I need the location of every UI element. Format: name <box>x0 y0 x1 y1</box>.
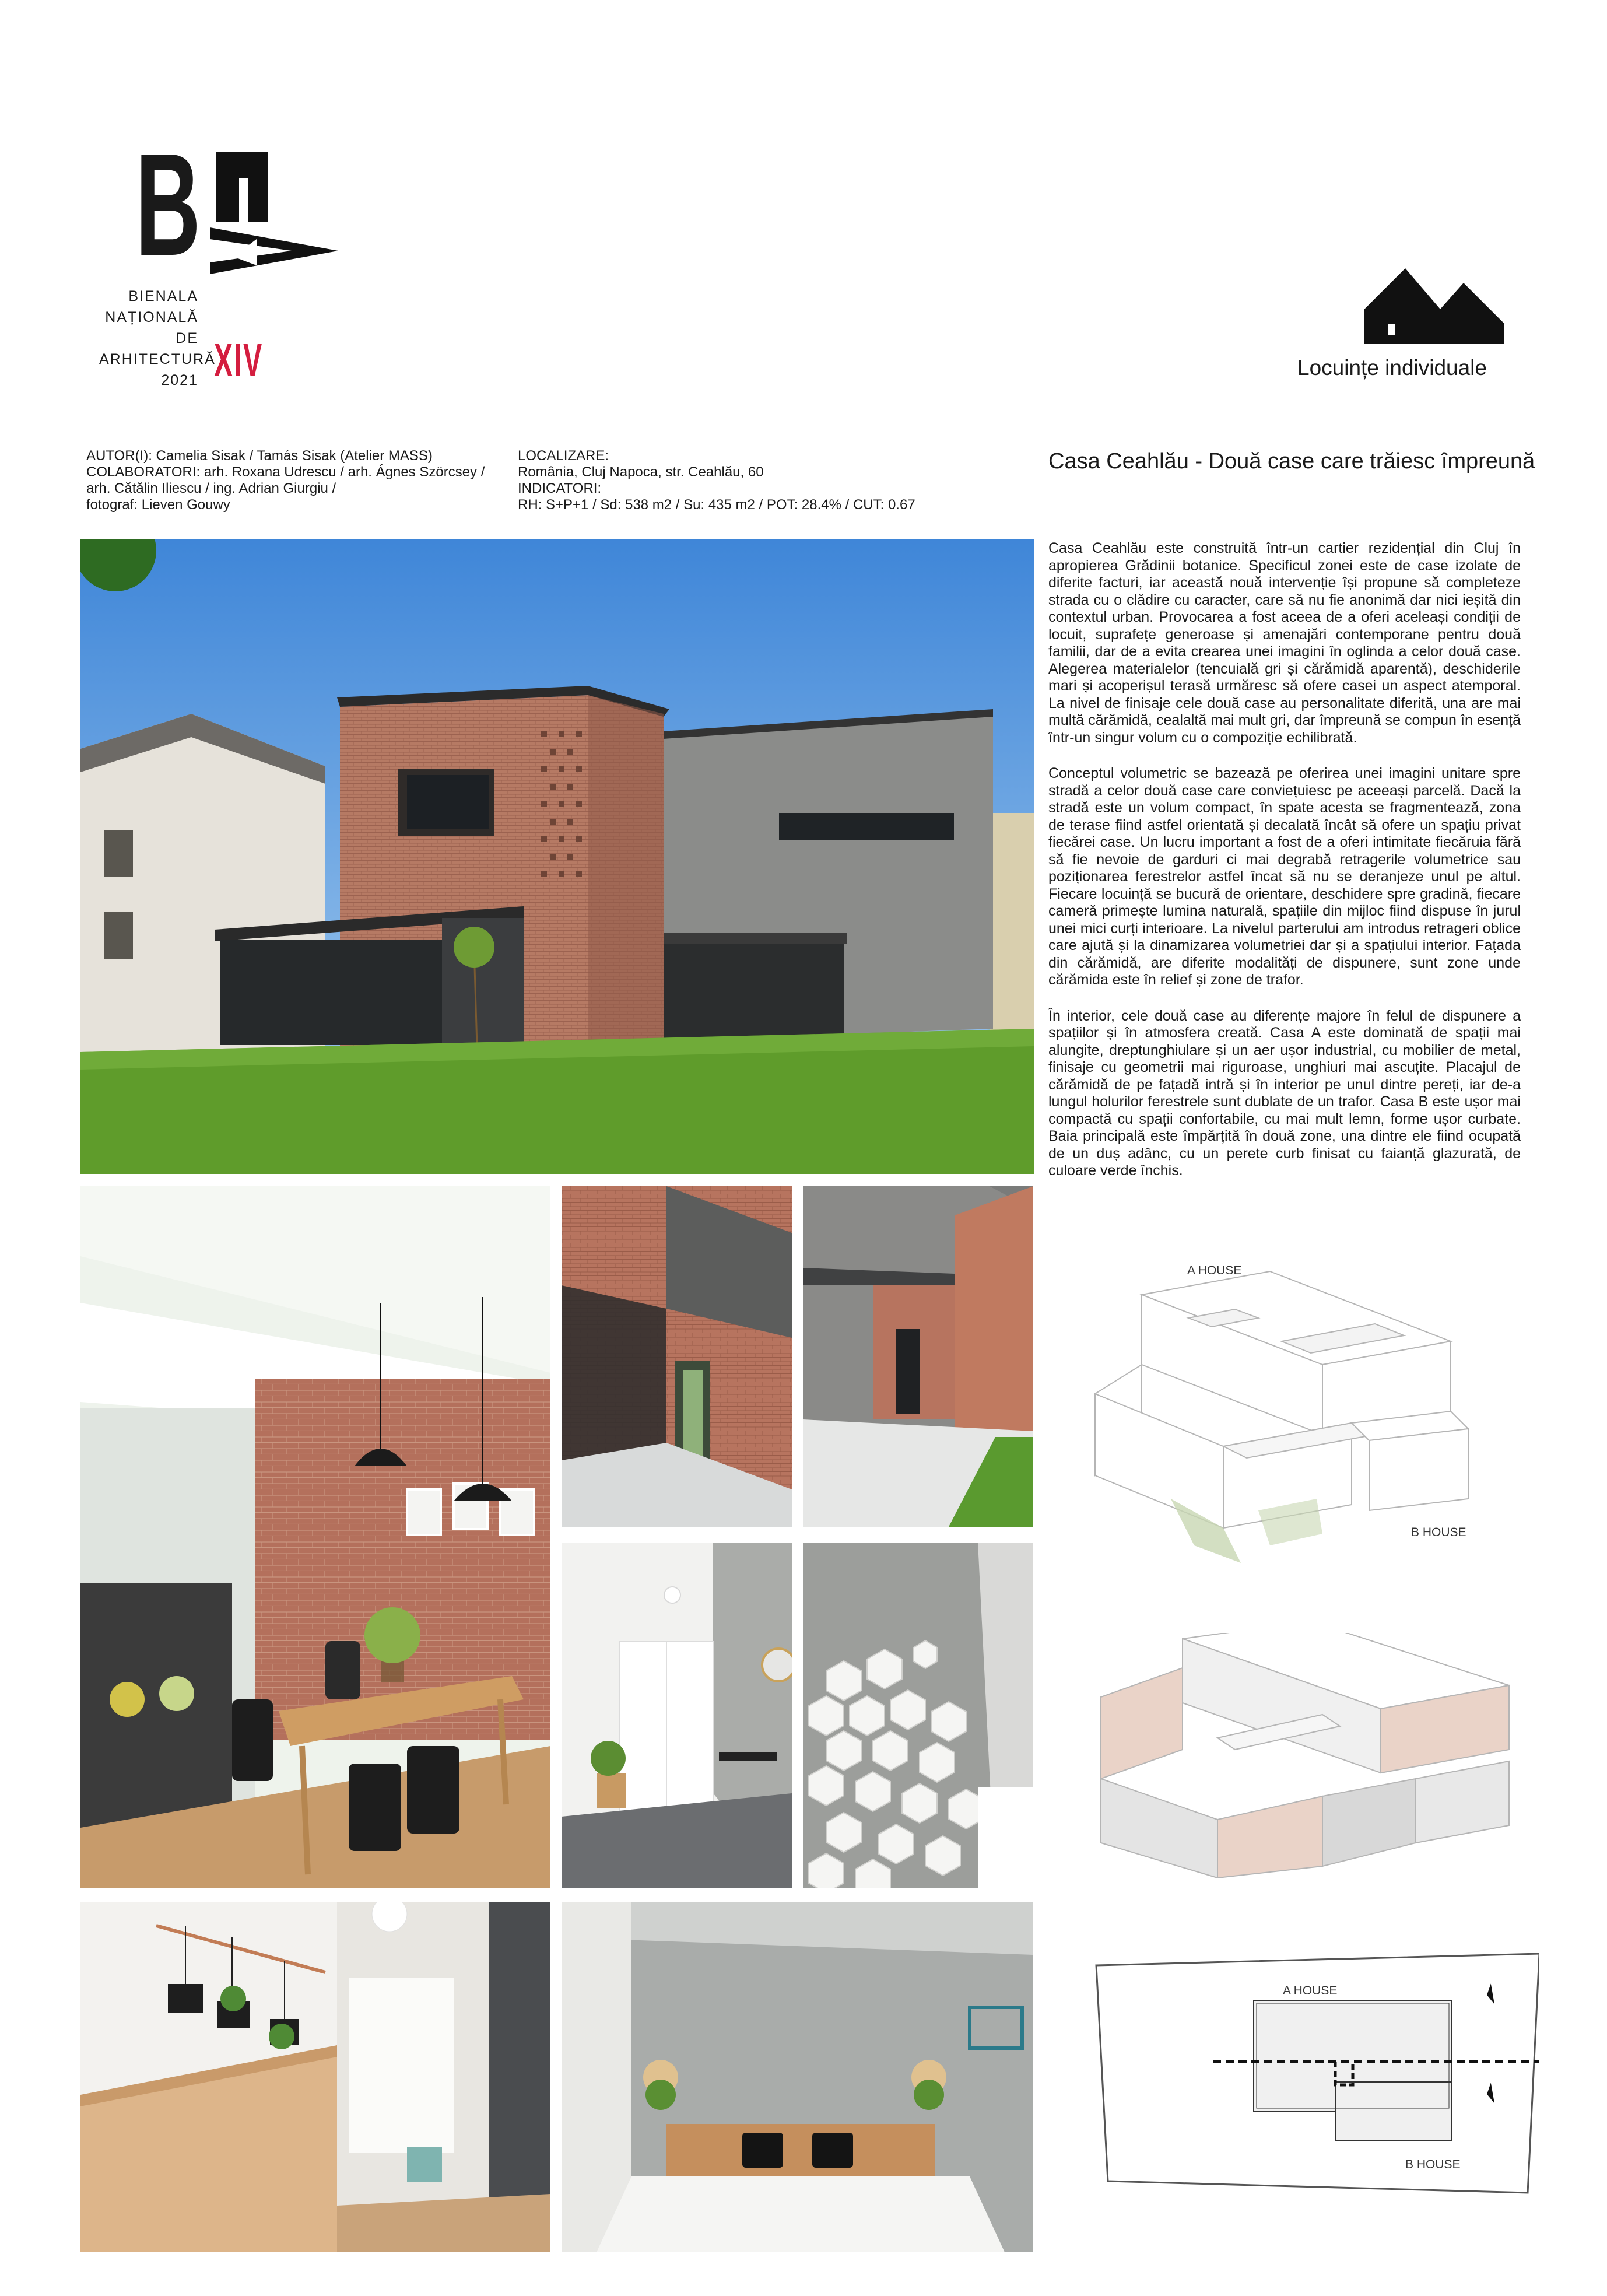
logo-line-3: DE <box>176 330 198 346</box>
photo-dining-room <box>80 1186 550 1888</box>
indicators-heading: INDICATORI: <box>518 481 602 496</box>
location-heading: LOCALIZARE: <box>518 448 609 464</box>
logo-letter-b: B <box>135 123 199 286</box>
photo-bedroom <box>562 1902 1033 2252</box>
site-plan-diagram <box>1085 1948 1539 2199</box>
plan-label-a-house: A HOUSE <box>1283 1984 1338 1997</box>
category-label: Locuințe individuale <box>1297 356 1487 380</box>
photo-hexagon-tiles <box>803 1543 1033 1888</box>
project-title: Casa Ceahlău - Două case care trăiesc împreună <box>1048 449 1535 474</box>
logo-line-5: 2021 <box>161 372 198 388</box>
logo-line-2: NAȚIONALĂ <box>105 309 198 325</box>
axo-label-a-house: A HOUSE <box>1187 1264 1242 1277</box>
indicators-value: RH: S+P+1 / Sd: 538 m2 / Su: 435 m2 / POT: 28.4% / CUT: 0.67 <box>518 497 915 513</box>
credits-collaborators: COLABORATORI: arh. Roxana Udrescu / arh. Ágnes Szörcsey / <box>86 464 485 480</box>
photo-hallway <box>562 1543 792 1888</box>
houses-silhouette-icon <box>1364 268 1504 344</box>
description-paragraph-2: Conceptul volumetric se bazează pe oferirea unei imagini unitare spre stradă a celor două case care conviețuiesc pe aceeași parcelă. Dacă la stradă este un volum compact, în spate acesta se fragmentează, zona de terase fiind astfel orientată și decalată încât să ofere un spațiu privat fiecărei case. Un lucru important a fost de a oferi intimitate fiecăruia fără să fie nevoie de garduri ci mai degrabă retragerile volumetrice sau poziționarea ferestrelor astfel încat să nu se deranjeze unul pe altul. Fiecare locuință se bucură de orientare, deschidere spre gradină, fiecare cameră primește lumina naturală, spațiile din mijloc fiind dispuse în jurul unei mici curți interioare. La nivelul parterului am introdus retrageri oblice care ajută și la dinamizarea volumetriei dar și a spațiului interior. Fațada din cărămidă, are diferite modalități de dispunere, sunt zone unde cărămida este în relief și zone de trafor. <box>1048 765 1521 988</box>
logo-text-block <box>99 286 216 391</box>
logo-line-4: ARHITECTURĂ <box>99 351 216 367</box>
location-block <box>518 448 915 513</box>
credits-block <box>86 448 485 513</box>
axonometric-diagram-houses <box>1048 1254 1532 1580</box>
photo-entrance <box>803 1186 1033 1527</box>
description-paragraph-3: În interior, cele două case au diferențe majore în felul de dispunere a spațiilor și în atmosfera creată. Casa A este dominată de spații mai alungite, dreptunghiulare și un aer ușor industrial, cu mobilier de metal, finisaje cu geometrii mai riguroase, unghiuri mai ascuțite. Placajul de cărămidă de pe fațadă intră și în interior pe unul dintre pereți, iar de-a lungul holurilor ferestrele sunt dublate de un trafor. Casa B este ușor mai compactă cu spații confortabile, cu mai mult lemn, forme ușor curbate. Baia principală este împărțită în două zone, una dintre ele fiind ocupată de un duș adânc, cu un perete curb finisat cu faianță glazurată, de culoare verde închis. <box>1048 1007 1521 1179</box>
description-paragraph-1: Casa Ceahlău este construită într-un cartier rezidențial din Cluj în apropierea Grădinii botanice. Specificul zonei este de case izolate de diferite facturi, iar această nouă intervenție își propune să completeze strada cu o clădire cu caracter, care să nu fie anonimă dar nici ieșită din contextul urban. Provocarea a fost aceea de a oferi aceleași condiții de locuit, suprafețe generoase și amenajări contemporane pentru două familii, dar de a evita crearea unei imagini în oglinda a celor două case. Alegerea materialelor (tencuială gri și cărămidă aparentă), deschiderile mari și acoperișul terasă urmăresc să ofere casei un aspect atemporal. La nivel de finisaje cele două case au personalitate diferită, una are mai multă cărămidă, cealaltă mai mult gri, dar împreună se compun în esență într-un singur volum cu o compoziție echilibrată. <box>1048 540 1521 746</box>
credits-authors: AUTOR(I): Camelia Sisak / Tamás Sisak (Atelier MASS) <box>86 448 433 464</box>
project-description <box>1048 540 1521 1198</box>
photo-kitchen-planters <box>80 1902 550 2252</box>
photo-exterior-main <box>80 539 1034 1174</box>
axo-label-b-house: B HOUSE <box>1411 1526 1466 1539</box>
photo-brick-facade-detail <box>562 1186 792 1527</box>
credits-collaborators-cont: arh. Cătălin Iliescu / ing. Adrian Giurgiu / <box>86 481 336 496</box>
logo-line-1: BIENALA <box>128 288 198 304</box>
logo-edition: XIV <box>214 334 264 386</box>
logo-na-mark <box>192 152 350 286</box>
axonometric-diagram-materials <box>1066 1633 1532 1878</box>
credits-photographer: fotograf: Lieven Gouwy <box>86 497 230 513</box>
plan-label-b-house: B HOUSE <box>1405 2158 1461 2171</box>
location-value: România, Cluj Napoca, str. Ceahlău, 60 <box>518 464 764 480</box>
